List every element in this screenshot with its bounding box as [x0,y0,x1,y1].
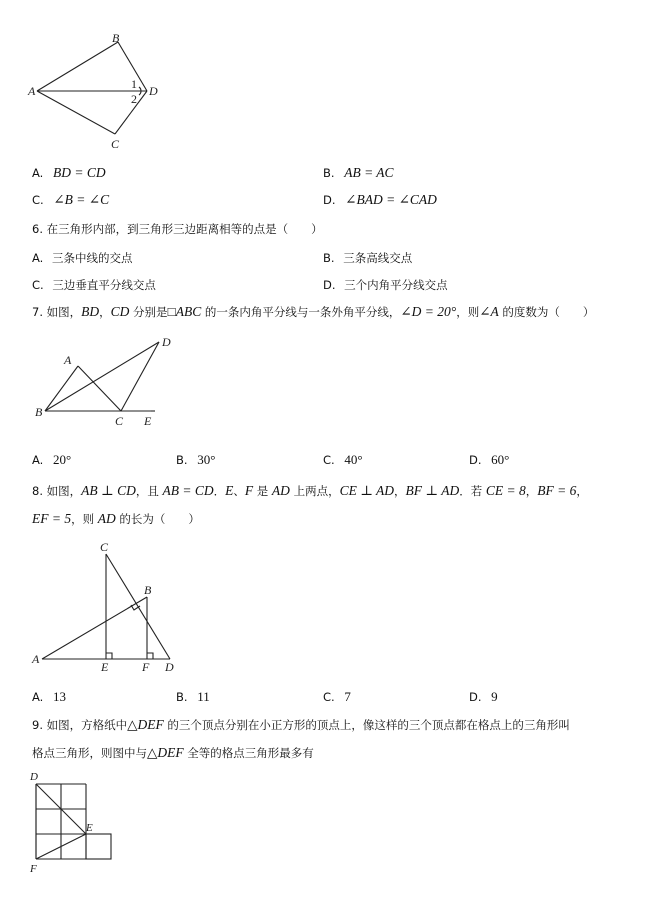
q8-label-c: C [100,540,109,554]
q8-option-d[interactable] [469,689,498,705]
q5-option-a[interactable] [32,165,106,181]
q5-option-b-letter: B. [323,166,335,180]
q5-figure [25,28,175,153]
q8-label-b: B [144,583,152,597]
q6-option-a[interactable] [32,250,132,266]
q7-label-b: B [35,405,43,419]
q6-option-c-text: 三边垂直平分线交点 [52,278,156,292]
q7-label-d: D [162,335,171,349]
q7-option-b[interactable] [176,452,215,468]
q8-label-d: D [165,660,174,674]
q5-label-a: A [28,84,36,98]
q7-stem: 7. 如图，BD，CD 分别是□ABC 的一条内角平分线与一条外角平分线，∠D = 20°，则∠A 的度数为（ ） [32,304,595,319]
q5-angle-2: 2 [131,92,137,106]
q8-stem-line2: EF = 5，则 AD 的长为（ ） [32,511,200,526]
q7-option-c[interactable] [323,452,363,468]
q6-option-b-text: 三条高线交点 [343,251,413,265]
q8-option-c-letter: C. [323,690,335,704]
q5-option-d[interactable] [323,192,437,208]
q8-option-b-letter: B. [176,690,188,704]
q7-option-d-letter: D. [469,453,482,467]
q7-option-c-text: 40° [344,452,363,467]
q7-option-d[interactable] [469,452,509,468]
q7-label-e: E [144,414,152,428]
q7-label-c: C [115,414,124,428]
q7-option-d-text: 60° [491,452,510,467]
q6-stem: 6. 在三角形内部，到三角形三边距离相等的点是（ ） [32,222,323,236]
q8-lines [42,554,170,659]
q5-option-b[interactable] [323,165,394,181]
q9-label-f: F [30,863,37,875]
q5-option-c-letter: C. [32,193,44,207]
q7-option-a-text: 20° [52,452,72,467]
q5-option-b-text: AB = AC [344,165,394,180]
q6-option-c[interactable] [32,277,156,293]
q8-label-a: A [32,652,40,666]
q5-option-c-text: ∠B = ∠C [53,192,110,207]
q7-figure [30,332,180,432]
q6-option-d-text: 三个内角平分线交点 [344,278,448,292]
q9-stem-line1: 9. 如图，方格纸中△DEF 的三个顶点分别在小正方形的顶点上，像这样的三个顶点都在格点上的三角形叫 [32,717,570,732]
q7-option-b-letter: B. [176,453,188,467]
q7-lines [45,342,159,411]
q8-figure [30,538,190,678]
q5-option-a-text: BD = CD [52,165,106,180]
q5-option-d-text: ∠BAD = ∠CAD [345,192,437,207]
q6-option-c-letter: C. [32,278,44,292]
q7-option-b-text: 30° [197,452,216,467]
q9-stem-line2: 格点三角形，则图中与△DEF 全等的格点三角形最多有 [32,745,314,760]
q9-grid-figure [22,768,122,878]
q6-option-a-text: 三条中线的交点 [51,251,133,265]
q8-option-b-text: 11 [197,689,210,704]
q9-label-d: D [30,771,38,783]
q8-label-e: E [101,660,109,674]
q6-option-d[interactable] [323,277,448,293]
q5-angle-1: 1 [131,77,137,91]
q5-label-c: C [111,137,120,151]
q8-label-f: F [142,660,150,674]
q8-stem-line1: 8. 如图，AB ⊥ CD，且 AB = CD．E、F 是 AD 上两点，CE ⊥ AD，BF ⊥ AD．若 CE = 8，BF = 6， [32,483,588,498]
q8-option-c[interactable] [323,689,351,705]
q5-option-c[interactable] [32,192,109,208]
q7-option-a[interactable] [32,452,71,468]
q8-option-d-text: 9 [491,689,498,704]
q6-option-b[interactable] [323,250,412,266]
q7-option-a-letter: A. [32,453,44,467]
q8-option-a-letter: A. [32,690,44,704]
q5-option-a-letter: A. [32,166,44,180]
q8-option-a[interactable] [32,689,66,705]
q6-option-a-letter: A. [32,251,44,265]
q9-label-e: E [86,822,93,834]
q8-option-a-text: 13 [52,689,66,704]
q6-option-d-letter: D. [323,278,336,292]
q8-option-c-text: 7 [344,689,351,704]
q8-option-d-letter: D. [469,690,482,704]
q6-option-b-letter: B. [323,251,335,265]
q8-option-b[interactable] [176,689,210,705]
q5-option-d-letter: D. [323,193,336,207]
q5-label-d: D [149,84,158,98]
q7-option-c-letter: C. [323,453,335,467]
q7-label-a: A [64,353,72,367]
q5-label-b: B [112,31,120,45]
